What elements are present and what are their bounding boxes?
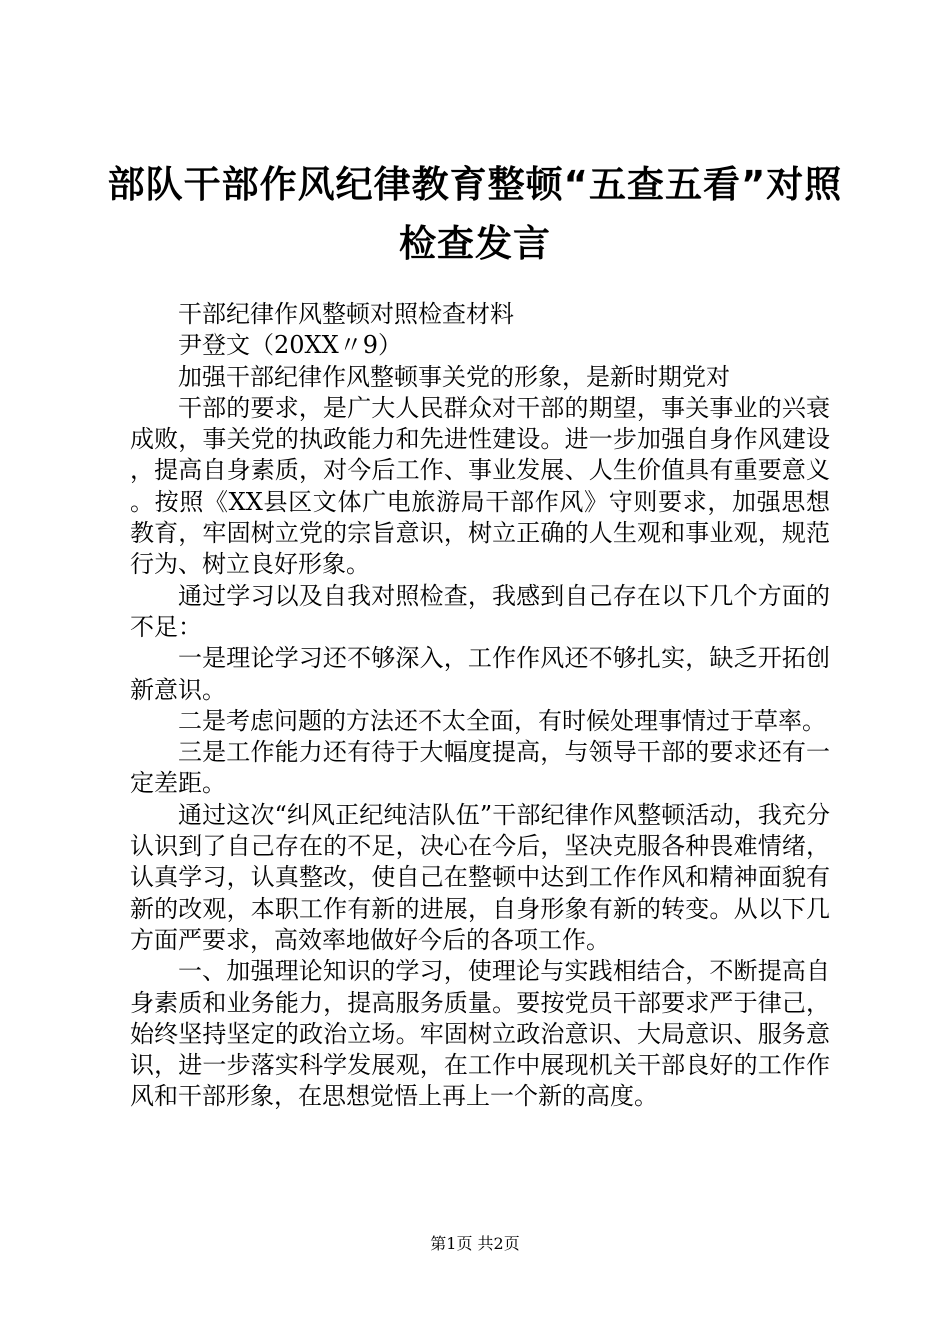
paragraph-subtitle: 干部纪律作风整顿对照检查材料: [178, 300, 514, 328]
paragraph: 三是工作能力还有待于大幅度提高，与领导干部的要求还有一定差距。: [130, 738, 830, 798]
paragraph: 通过这次“纠风正纪纯洁队伍”干部纪律作风整顿活动，我充分认识到了自己存在的不足，决心在今后，坚决克服各种畏难情绪，认真学习，认真整改，使自己在整顿中达到工作作风和精神面貌有新的改观，本职工作有新的进展，自身形象有新的转变。从以下几方面严要求，高效率地做好今后的各项工作。: [130, 800, 830, 954]
paragraph: 二是考虑问题的方法还不太全面，有时候处理事情过于草率。: [178, 706, 826, 735]
paragraph: 一是理论学习还不够深入，工作作风还不够扎实，缺乏开拓创新意识。: [130, 644, 830, 704]
paragraph: 一、加强理论知识的学习，使理论与实践相结合，不断提高自身素质和业务能力，提高服务质量。要按党员干部要求严于律己，始终坚持坚定的政治立场。牢固树立政治意识、大局意识、服务意识，进一步落实科学发展观，在工作中展现机关干部良好的工作作风和干部形象，在思想觉悟上再上一个新的高度。: [130, 957, 830, 1111]
paragraph: 加强干部纪律作风整顿事关党的形象，是新时期党对: [178, 362, 730, 391]
paragraph-author: 尹登文（20XX〃9）: [178, 331, 402, 360]
page-footer: 第1页 共2页: [430, 1234, 520, 1253]
paragraph: 通过学习以及自我对照检查，我感到自己存在以下几个方面的不足：: [130, 581, 830, 641]
document-body: [130, 299, 830, 1113]
document-title-line-1: 部队干部作风纪律教育整顿“五查五看”对照: [107, 163, 843, 206]
paragraph: 干部的要求，是广大人民群众对干部的期望，事关事业的兴衰成败，事关党的执政能力和先进性建设。进一步加强自身作风建设，提高自身素质，对今后工作、事业发展、人生价值具有重要意义。按照《XX县区文体广电旅游局干部作风》守则要求，加强思想教育，牢固树立党的宗旨意识，树立正确的人生观和事业观，规范行为、树立良好形象。: [130, 393, 830, 579]
document-title-line-2: 检查发言: [399, 222, 551, 265]
